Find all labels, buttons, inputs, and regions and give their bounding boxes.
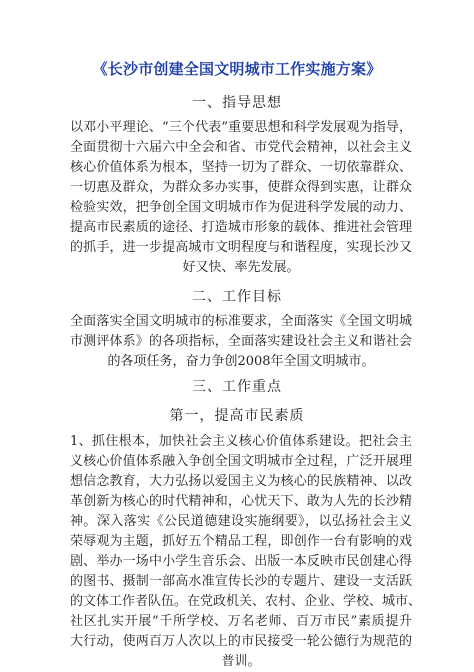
paragraph-line: 市测评体系》的各项指标，全面落实建设社会主义和谐社会 — [70, 334, 412, 349]
paragraph-line: 提高市民素质的途径、打造城市形象的载体、推进社会管理 — [70, 220, 412, 235]
paragraph-line: 剧、举办一场中小学生音乐会、出版一本反映市民创建心得 — [70, 554, 412, 569]
paragraph-line: 全面落实全国文明城市的标准要求，全面落实《全国文明城 — [70, 314, 412, 329]
paragraph-line: 社区扎实开展“千所学校、万名老师、百万市民”素质提升 — [70, 614, 412, 629]
paragraph-line: 的图书、摄制一部高水准宣传长沙的专题片、建设一支活跃 — [70, 574, 412, 589]
paragraph-line: 检验实效，把争创全国文明城市作为促进科学发展的动力、 — [70, 200, 412, 215]
paragraph-line: 的文体工作者队伍。在党政机关、农村、企业、学校、城市、 — [70, 594, 422, 609]
paragraph-line: 革创新为核心的时代精神和，心忧天下、敢为人先的长沙精 — [70, 494, 412, 509]
paragraph-line: 大行动，使两百万人次以上的市民接受一轮公德行为规范的 — [70, 634, 412, 649]
paragraph-line: 一切惠及群众，为群众多办实事，使群众得到实惠，让群众 — [70, 180, 412, 195]
section-body-guiding-ideology — [70, 118, 412, 278]
section-heading-guiding-ideology: 一、指导思想 — [192, 95, 282, 111]
paragraph-line: 1、抓住根本，加快社会主义核心价值体系建设。把社会主 — [70, 434, 412, 449]
paragraph-line: 想信念教育，大力弘扬以爱国主义为核心的民族精神、以改 — [70, 474, 412, 489]
paragraph-line: 好又快、率先发展。 — [182, 260, 300, 275]
section-body-work-goals — [70, 312, 412, 372]
paragraph-line: 神。深入落实《公民道德建设实施纲要》，以弘扬社会主义 — [70, 514, 412, 529]
paragraph-line: 的抓手，进一步提高城市文明程度与和谐程度，实现长沙又 — [70, 240, 412, 255]
document-title: 《长沙市创建全国文明城市工作实施方案》 — [92, 60, 382, 78]
section-body-work-focus — [70, 432, 422, 672]
paragraph-line: 全面贯彻十六届六中全会和省、市党代会精神，以社会主义 — [70, 140, 412, 155]
subsection-heading-citizen-quality: 第一，提高市民素质 — [169, 408, 305, 424]
section-heading-work-focus: 三、工作重点 — [192, 379, 282, 395]
paragraph-line: 核心价值体系为根本，坚持一切为了群众、一切依靠群众、 — [70, 160, 412, 175]
paragraph-line: 普训。 — [221, 654, 261, 669]
paragraph-line: 的各项任务，奋力争创2008年全国文明城市。 — [107, 354, 375, 369]
paragraph-line: 义核心价值体系融入争创全国文明城市全过程，广泛开展理 — [70, 454, 412, 469]
paragraph-line: 以邓小平理论、“三个代表”重要思想和科学发展观为指导， — [70, 120, 412, 135]
paragraph-line: 荣辱观为主题，抓好五个精品工程，即创作一台有影响的戏 — [70, 534, 412, 549]
section-heading-work-goals: 二、工作目标 — [192, 289, 282, 305]
